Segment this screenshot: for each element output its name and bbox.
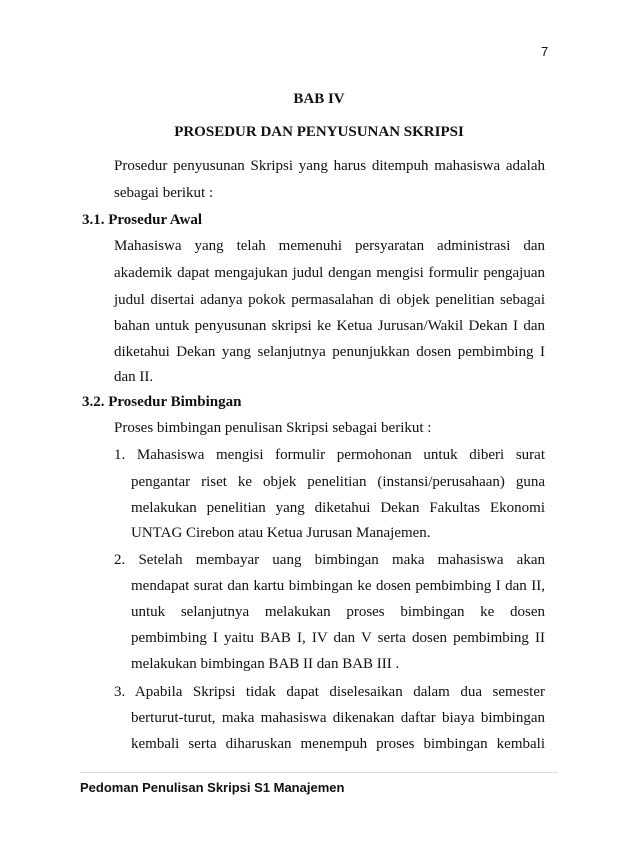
paragraph-line: dan II. <box>114 369 154 385</box>
paragraph-line: judul disertai adanya pokok permasalahan di objek penelitian sebagai <box>114 292 545 308</box>
section-heading <box>82 210 202 230</box>
list-item-line: 2. Setelah membayar uang bimbingan maka mahasiswa akan <box>114 552 545 568</box>
section-number: 3.1. <box>82 212 105 228</box>
section-heading <box>82 392 241 412</box>
footer-text: Pedoman Penulisan Skripsi S1 Manajemen <box>80 780 345 795</box>
section-number: 3.2. <box>82 394 105 410</box>
list-item-line: pembimbing I yaitu BAB I, IV dan V serta dosen pembimbing II <box>131 630 545 646</box>
paragraph-line: Mahasiswa yang telah memenuhi persyaratan administrasi dan <box>114 238 545 254</box>
paragraph-line: Proses bimbingan penulisan Skripsi sebagai berikut : <box>114 420 432 436</box>
section-title: Prosedur Bimbingan <box>108 394 242 410</box>
paragraph-line: akademik dapat mengajukan judul dengan mengisi formulir pengajuan <box>114 265 545 281</box>
paragraph-line: diketahui Dekan yang selanjutnya penunjukkan dosen pembimbing I <box>114 344 545 360</box>
list-item-line: 1. Mahasiswa mengisi formulir permohonan untuk diberi surat <box>114 447 545 463</box>
list-item-line: pengantar riset ke objek penelitian (instansi/perusahaan) guna <box>131 474 545 490</box>
chapter-title: PROSEDUR DAN PENYUSUNAN SKRIPSI <box>174 124 464 140</box>
list-item-line: melakukan bimbingan BAB II dan BAB III . <box>131 656 400 672</box>
list-item-line: 3. Apabila Skripsi tidak dapat diselesaikan dalam dua semester <box>114 684 545 700</box>
intro-line: sebagai berikut : <box>114 185 214 201</box>
intro-line: Prosedur penyusunan Skripsi yang harus ditempuh mahasiswa adalah <box>114 158 545 174</box>
list-item-line: melakukan penelitian yang diketahui Dekan Fakultas Ekonomi <box>131 500 545 516</box>
list-item-line: kembali serta diharuskan menempuh proses bimbingan kembali <box>131 736 545 752</box>
paragraph-line: bahan untuk penyusunan skripsi ke Ketua Jurusan/Wakil Dekan I dan <box>114 318 545 334</box>
footer-divider <box>80 772 558 773</box>
list-item-line: UNTAG Cirebon atau Ketua Jurusan Manajemen. <box>131 525 431 541</box>
page-number: 7 <box>541 44 549 59</box>
list-item-line: berturut-turut, maka mahasiswa dikenakan daftar biaya bimbingan <box>131 710 545 726</box>
list-item-line: untuk selanjutnya melakukan proses bimbingan ke dosen <box>131 604 545 620</box>
section-title: Prosedur Awal <box>108 212 203 228</box>
list-item-line: mendapat surat dan kartu bimbingan ke dosen pembimbing I dan II, <box>131 578 545 594</box>
chapter-label: BAB IV <box>293 91 345 107</box>
